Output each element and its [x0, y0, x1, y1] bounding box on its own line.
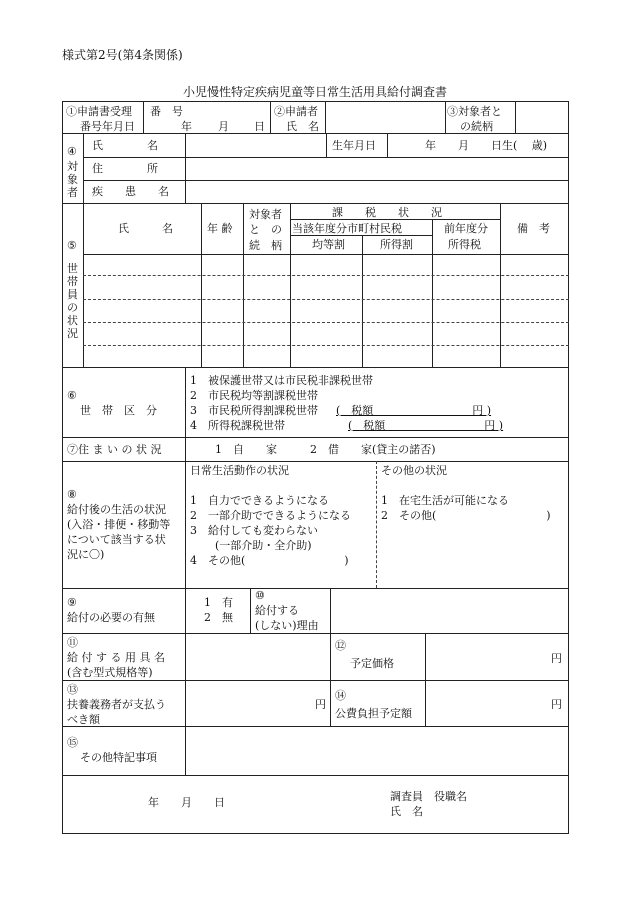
receipt-label: ①申請書受理: [66, 105, 132, 118]
reason-label-2: (しない)理由: [255, 619, 319, 632]
category-label: 世 帯 区 分: [80, 404, 157, 417]
category-mark: ⑥: [67, 389, 77, 402]
public-yen: 円: [551, 698, 562, 711]
other-item-2: 2 その他( ): [381, 509, 551, 522]
category-item-4: 4 所得税課税世帯: [190, 419, 285, 432]
tax-amount-field-4: ( 税額 円 ): [348, 419, 504, 432]
household-mark: ⑤: [67, 239, 77, 252]
necessity-option-no: 2 無: [204, 611, 233, 624]
applicant-name-label: 氏 名: [286, 120, 319, 133]
tax-current-year: 当該年度分市町村民税: [292, 222, 402, 235]
notes-mark: ⑮: [67, 736, 78, 749]
dob-label: 生年月日: [332, 139, 376, 152]
other-item-1: 1 在宅生活が可能になる: [381, 494, 509, 507]
residence-label: ⑦住 ま い の 状 況: [67, 443, 162, 456]
equipment-mark: ⑪: [67, 636, 78, 649]
price-mark: ⑫: [335, 639, 346, 652]
price-label: 予定価格: [350, 657, 394, 670]
tax-equal: 均等割: [312, 238, 345, 251]
notes-label: その他特記事項: [80, 751, 157, 764]
applicant-label: ②申請者: [274, 105, 318, 118]
reason-label: 給付する: [255, 604, 299, 617]
col-age: 年 齢: [207, 222, 233, 235]
prev-year-tax-2: 所得税: [448, 238, 481, 251]
number-label: 番 号: [150, 105, 183, 118]
prev-year-tax: 前年度分: [444, 222, 488, 235]
life-after-label-1: 給付後の生活の状況: [67, 503, 166, 516]
col-relation-2: と の: [249, 223, 282, 236]
equipment-label: 給 付 す る 用 具 名: [67, 651, 165, 664]
other-status-header: その他の状況: [381, 464, 447, 477]
relation-label-2: の続柄: [460, 120, 493, 133]
relation-label: ③対象者と: [447, 105, 502, 118]
remarks-header: 備 考: [517, 222, 550, 235]
payment-label-2: べき額: [67, 713, 100, 726]
col-name: 氏 名: [118, 222, 173, 235]
necessity-label: 給付の必要の有無: [67, 611, 155, 624]
tax-amount-field-3: ( 税額 円 ): [336, 404, 492, 417]
life-after-label-3: について該当する状: [67, 533, 166, 546]
public-mark: ⑭: [335, 689, 346, 702]
tax-status-header: 課 税 状 況: [332, 206, 442, 219]
col-relation-3: 続 柄: [249, 239, 282, 252]
daily-item-2: 2 一部介助でできるようになる: [190, 509, 351, 522]
daily-item-3: 3 給付しても変わらない: [190, 524, 318, 537]
form-title: 小児慢性特定疾病児童等日常生活用具給付調査書: [182, 85, 447, 99]
receipt-label-2: 番号年月日: [80, 120, 135, 133]
receipt-day: 日: [254, 120, 265, 133]
col-relation: 対象者: [249, 208, 282, 221]
subject-mark: ④: [67, 145, 77, 158]
necessity-option-yes: 1 有: [204, 596, 233, 609]
daily-item-4: 4 その他( ): [190, 554, 349, 567]
necessity-mark: ⑨: [67, 596, 77, 609]
form-number: 様式第2号(第4条関係): [62, 48, 183, 62]
price-yen: 円: [551, 652, 562, 665]
footer-date: 年 月 日: [148, 796, 225, 809]
reason-mark: ⑩: [255, 589, 265, 602]
receipt-month: 月: [218, 120, 229, 133]
household-vertical-label: 世帯員の状況: [67, 262, 78, 340]
life-after-label-2: (入浴・排便・移動等: [67, 518, 171, 531]
address-label: 住 所: [92, 162, 158, 175]
public-label: 公費負担予定額: [335, 707, 412, 720]
daily-item-3-sub: (一部介助・全介助): [204, 539, 312, 552]
equipment-label-2: (含む型式規格等): [67, 666, 153, 679]
daily-item-1: 1 自力でできるようになる: [190, 494, 329, 507]
surveyor-name: 氏 名: [390, 805, 423, 818]
surveyor-title: 調査員 役職名: [390, 790, 467, 803]
payment-yen: 円: [315, 698, 326, 711]
subject-name-label: 氏 名: [92, 139, 158, 152]
tax-income: 所得割: [380, 238, 413, 251]
life-after-mark: ⑧: [67, 488, 77, 501]
life-after-label-4: 況に〇): [67, 548, 105, 561]
payment-mark: ⑬: [67, 683, 78, 696]
subject-vertical-label: 対象者: [67, 160, 78, 199]
category-item-3: 3 市民税所得割課税世帯: [190, 404, 318, 417]
payment-label: 扶養義務者が支払う: [67, 698, 166, 711]
receipt-year: 年: [181, 120, 192, 133]
disease-label: 疾 患 名: [92, 185, 169, 198]
category-item-2: 2 市民税均等割課税世帯: [190, 389, 318, 402]
residence-options: 1 自 家 2 借 家(貸主の諾否): [215, 443, 436, 456]
daily-status-header: 日常生活動作の状況: [190, 464, 289, 477]
dob-value: 年 月 日生( 歳): [425, 139, 548, 152]
category-item-1: 1 被保護世帯又は市民税非課税世帯: [190, 374, 373, 387]
